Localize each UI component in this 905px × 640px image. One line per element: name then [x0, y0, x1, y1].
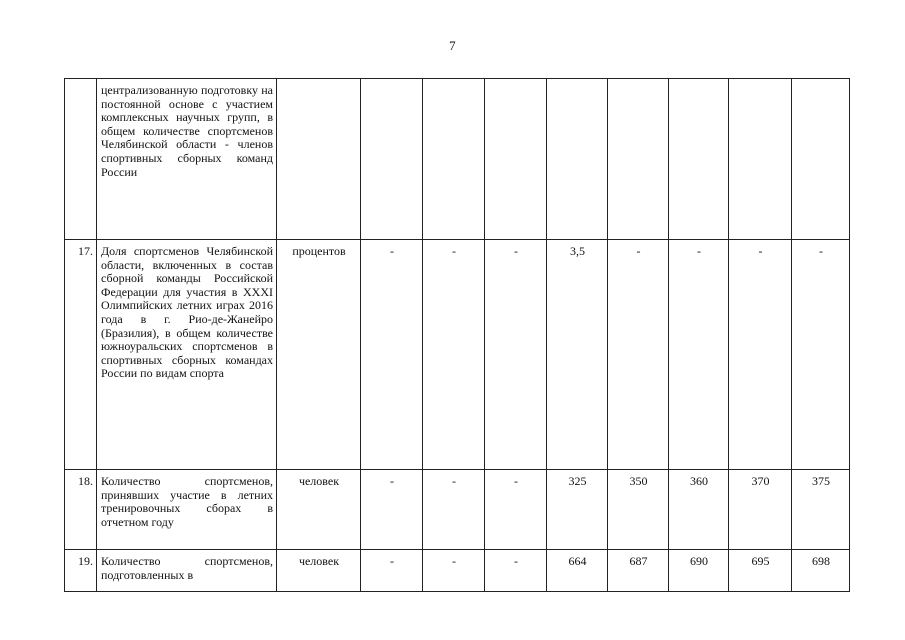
value-cell: -: [423, 550, 485, 592]
indicator-name: Количество спортсменов, подготовленных в: [97, 550, 277, 592]
table-row: [65, 550, 850, 592]
value-cell: 695: [729, 550, 792, 592]
value-cell: 325: [547, 470, 608, 550]
unit-cell: человек: [277, 470, 361, 550]
indicators-table: [64, 78, 850, 592]
value-cell: -: [485, 470, 547, 550]
value-cell: [547, 79, 608, 240]
unit-cell: человек: [277, 550, 361, 592]
value-cell: [792, 79, 850, 240]
table-row: [65, 470, 850, 550]
value-cell: -: [669, 240, 729, 470]
unit-cell: [277, 79, 361, 240]
indicator-name: Количество спортсменов, принявших участие в летних тренировочных сборах в отчетном году: [97, 470, 277, 550]
value-cell: 664: [547, 550, 608, 592]
value-cell: 3,5: [547, 240, 608, 470]
value-cell: 370: [729, 470, 792, 550]
row-number: 17.: [65, 240, 97, 470]
indicator-name: Доля спортсменов Челябинской области, включенных в состав сборной команды Российской Федерации для участия в XXXI Олимпийских летних играх 2016 года в г. Рио-де-Жанейро (Бразилия), в общем количестве южноуральских спортсменов в спортивных сборных командах России по видам спорта: [97, 240, 277, 470]
value-cell: -: [608, 240, 669, 470]
value-cell: -: [792, 240, 850, 470]
value-cell: [361, 79, 423, 240]
value-cell: 350: [608, 470, 669, 550]
value-cell: [729, 79, 792, 240]
value-cell: [669, 79, 729, 240]
value-cell: 375: [792, 470, 850, 550]
value-cell: -: [729, 240, 792, 470]
value-cell: -: [361, 550, 423, 592]
value-cell: -: [361, 470, 423, 550]
value-cell: -: [423, 240, 485, 470]
value-cell: 687: [608, 550, 669, 592]
table-row: [65, 79, 850, 240]
row-number: 19.: [65, 550, 97, 592]
row-number: [65, 79, 97, 240]
table-row: [65, 240, 850, 470]
value-cell: 698: [792, 550, 850, 592]
value-cell: -: [423, 470, 485, 550]
value-cell: -: [485, 550, 547, 592]
value-cell: -: [361, 240, 423, 470]
value-cell: [608, 79, 669, 240]
indicator-name: централизованную подготовку на постоянной основе с участием комплексных научных групп, в общем количестве спортсменов Челябинской области - членов спортивных сборных команд России: [97, 79, 277, 240]
value-cell: [485, 79, 547, 240]
value-cell: [423, 79, 485, 240]
value-cell: 360: [669, 470, 729, 550]
value-cell: 690: [669, 550, 729, 592]
unit-cell: процентов: [277, 240, 361, 470]
page-number: 7: [449, 38, 456, 53]
value-cell: -: [485, 240, 547, 470]
row-number: 18.: [65, 470, 97, 550]
